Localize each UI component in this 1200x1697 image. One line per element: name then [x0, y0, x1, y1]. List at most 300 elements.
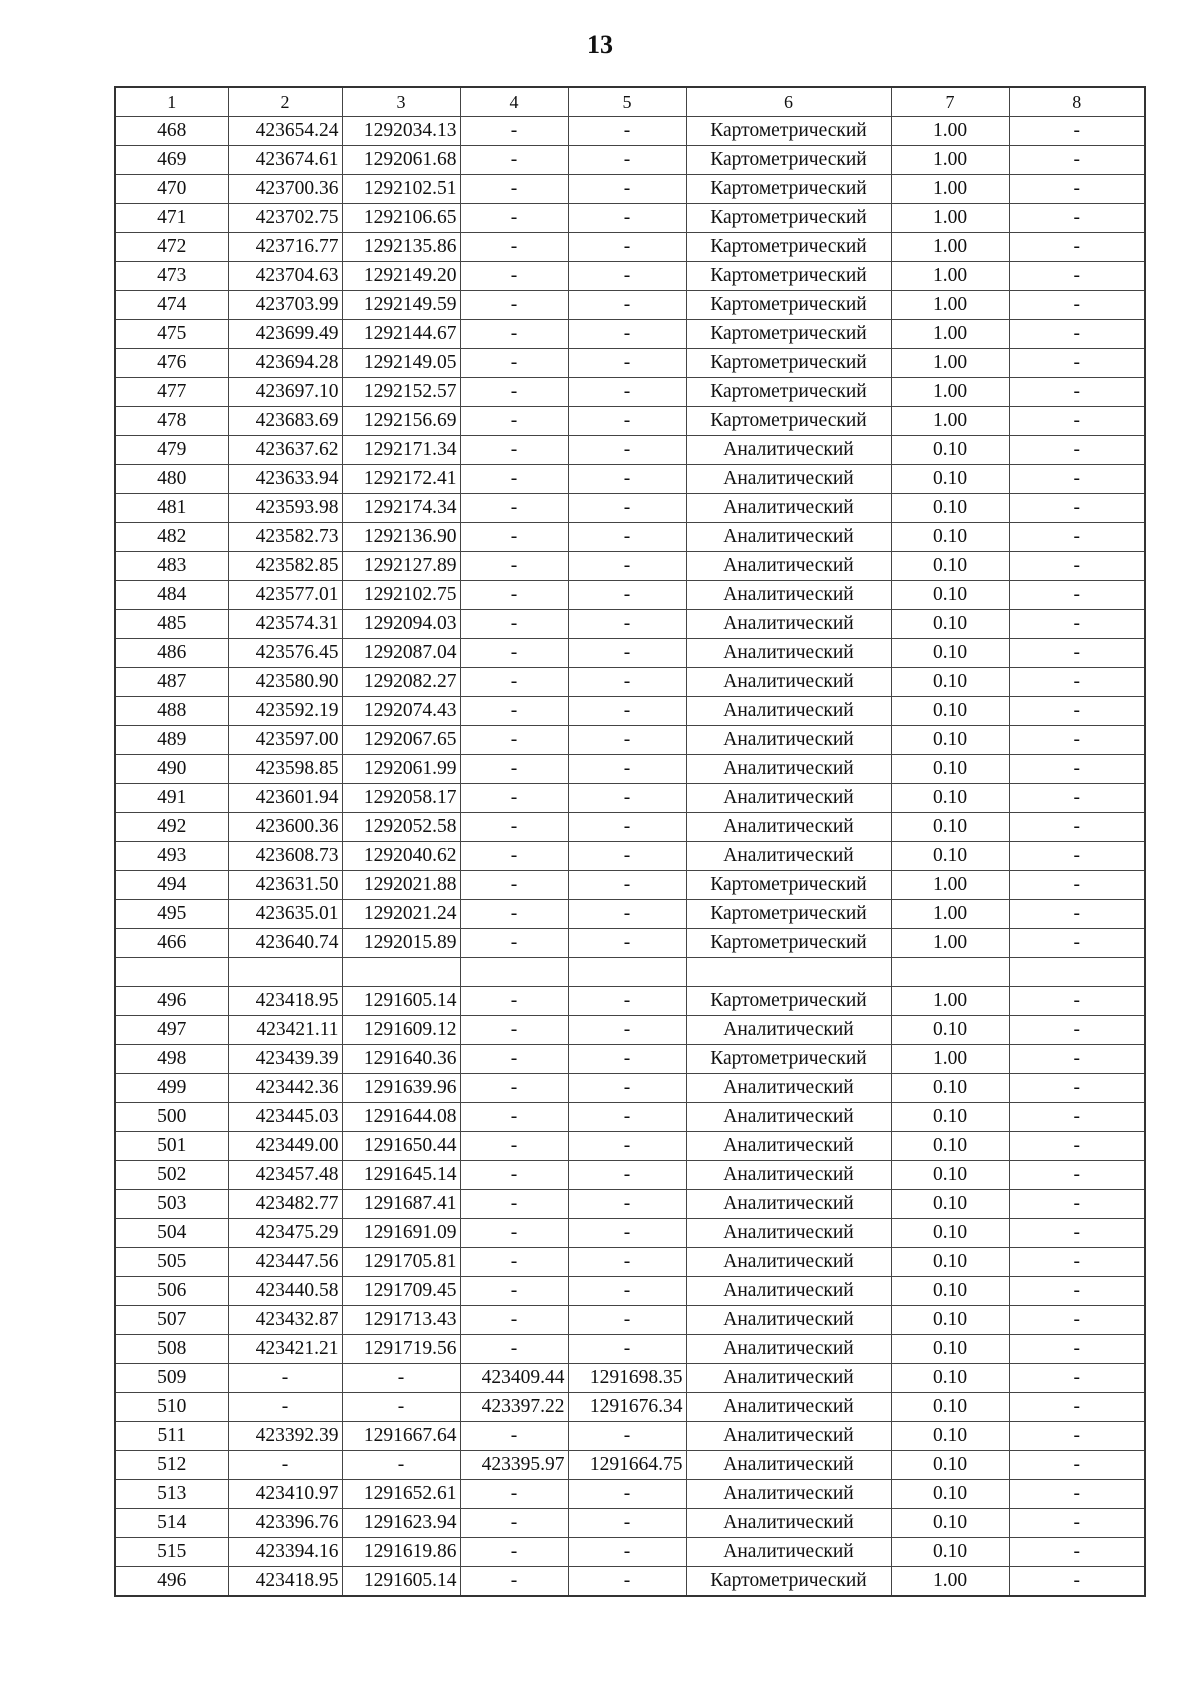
- table-cell-col4: -: [460, 1131, 568, 1160]
- table-cell-col5: -: [568, 1479, 686, 1508]
- coordinates-table: [114, 86, 1146, 1597]
- table-cell-col3: 1292149.05: [342, 349, 460, 378]
- table-row: [115, 175, 1145, 204]
- table-cell-col5: -: [568, 986, 686, 1015]
- table-cell-col7: 0.10: [891, 1508, 1009, 1537]
- table-cell-col6: Аналитический: [686, 1247, 891, 1276]
- table-cell-col5: -: [568, 1305, 686, 1334]
- table-cell-col8: -: [1009, 755, 1145, 784]
- table-row: [115, 320, 1145, 349]
- table-cell-col2: 423457.48: [228, 1160, 342, 1189]
- table-cell-col7: 1.00: [891, 1566, 1009, 1596]
- column-header-5: 5: [568, 87, 686, 117]
- table-row: [115, 407, 1145, 436]
- table-cell-col1: 500: [115, 1102, 228, 1131]
- table-cell-col6: Картометрический: [686, 320, 891, 349]
- table-cell-col8: -: [1009, 1334, 1145, 1363]
- table-cell-col2: 423699.49: [228, 320, 342, 349]
- table-cell-col2: 423635.01: [228, 900, 342, 929]
- table-cell-col1: 478: [115, 407, 228, 436]
- table-cell-col3: 1291652.61: [342, 1479, 460, 1508]
- table-cell-col4: -: [460, 1566, 568, 1596]
- table-cell-col8: -: [1009, 523, 1145, 552]
- table-row: [115, 378, 1145, 407]
- table-cell-col6: Аналитический: [686, 1305, 891, 1334]
- table-row: [115, 813, 1145, 842]
- table-cell-col5: 1291698.35: [568, 1363, 686, 1392]
- table-cell-col8: -: [1009, 1305, 1145, 1334]
- table-cell-col1: 487: [115, 668, 228, 697]
- table-cell-col8: -: [1009, 436, 1145, 465]
- table-cell-col8: -: [1009, 320, 1145, 349]
- table-cell-col2: 423700.36: [228, 175, 342, 204]
- table-cell-col3: 1292156.69: [342, 407, 460, 436]
- table-cell-col3: 1291691.09: [342, 1218, 460, 1247]
- column-header-3: 3: [342, 87, 460, 117]
- table-cell-col2: -: [228, 1392, 342, 1421]
- table-cell-col3: -: [342, 1392, 460, 1421]
- table-cell-col8: -: [1009, 407, 1145, 436]
- table-cell-col2: 423421.21: [228, 1334, 342, 1363]
- table-cell-col6: Аналитический: [686, 610, 891, 639]
- table-cell-col2: 423608.73: [228, 842, 342, 871]
- table-cell-col5: 1291676.34: [568, 1392, 686, 1421]
- table-cell-col2: 423694.28: [228, 349, 342, 378]
- table-cell-col8: -: [1009, 1131, 1145, 1160]
- table-cell-col8: -: [1009, 1537, 1145, 1566]
- table-cell-col1: 466: [115, 929, 228, 958]
- table-cell-col7: 0.10: [891, 1537, 1009, 1566]
- table-row: [115, 1160, 1145, 1189]
- table-cell-col6: Картометрический: [686, 1044, 891, 1073]
- table-cell-col4: -: [460, 146, 568, 175]
- table-row: [115, 1044, 1145, 1073]
- table-cell-col8: -: [1009, 581, 1145, 610]
- table-row: [115, 958, 1145, 987]
- table-cell-col2: 423582.85: [228, 552, 342, 581]
- table-cell-col1: 503: [115, 1189, 228, 1218]
- table-cell-col5: -: [568, 436, 686, 465]
- table-cell-col3: 1292127.89: [342, 552, 460, 581]
- table-cell-col7: [891, 958, 1009, 987]
- table-cell-col7: 0.10: [891, 1160, 1009, 1189]
- table-cell-col4: -: [460, 697, 568, 726]
- table-cell-col7: 0.10: [891, 1218, 1009, 1247]
- table-cell-col4: -: [460, 465, 568, 494]
- table-cell-col2: 423582.73: [228, 523, 342, 552]
- table-cell-col3: 1291619.86: [342, 1537, 460, 1566]
- table-cell-col5: -: [568, 1160, 686, 1189]
- table-cell-col6: Аналитический: [686, 1363, 891, 1392]
- table-cell-col6: Картометрический: [686, 986, 891, 1015]
- table-row: [115, 349, 1145, 378]
- table-cell-col1: 504: [115, 1218, 228, 1247]
- table-cell-col6: Картометрический: [686, 117, 891, 146]
- table-row: [115, 494, 1145, 523]
- table-row: [115, 726, 1145, 755]
- table-cell-col5: -: [568, 1073, 686, 1102]
- table-cell-col4: -: [460, 117, 568, 146]
- table-cell-col6: Картометрический: [686, 871, 891, 900]
- table-row: [115, 1363, 1145, 1392]
- table-cell-col3: 1292106.65: [342, 204, 460, 233]
- table-cell-col7: 1.00: [891, 871, 1009, 900]
- table-cell-col5: -: [568, 117, 686, 146]
- table-cell-col5: -: [568, 1189, 686, 1218]
- table-cell-col1: 484: [115, 581, 228, 610]
- table-row: [115, 1102, 1145, 1131]
- table-cell-col4: -: [460, 291, 568, 320]
- table-cell-col3: 1292021.88: [342, 871, 460, 900]
- table-cell-col7: 0.10: [891, 1015, 1009, 1044]
- table-cell-col4: [460, 958, 568, 987]
- table-cell-col8: -: [1009, 929, 1145, 958]
- table-header-row: [115, 87, 1145, 117]
- table-cell-col1: 485: [115, 610, 228, 639]
- table-cell-col6: Картометрический: [686, 204, 891, 233]
- table-cell-col8: -: [1009, 1189, 1145, 1218]
- table-cell-col6: Аналитический: [686, 1334, 891, 1363]
- table-cell-col4: -: [460, 320, 568, 349]
- table-cell-col5: -: [568, 842, 686, 871]
- table-row: [115, 639, 1145, 668]
- table-cell-col7: 1.00: [891, 986, 1009, 1015]
- table-cell-col4: -: [460, 523, 568, 552]
- table-cell-col1: 493: [115, 842, 228, 871]
- table-cell-col2: 423702.75: [228, 204, 342, 233]
- table-cell-col1: 488: [115, 697, 228, 726]
- table-cell-col8: -: [1009, 1421, 1145, 1450]
- table-cell-col6: Картометрический: [686, 175, 891, 204]
- table-cell-col2: 423600.36: [228, 813, 342, 842]
- table-cell-col4: -: [460, 1276, 568, 1305]
- table-cell-col4: 423409.44: [460, 1363, 568, 1392]
- table-row: [115, 1189, 1145, 1218]
- table-cell-col3: 1291667.64: [342, 1421, 460, 1450]
- table-cell-col6: Картометрический: [686, 1566, 891, 1596]
- table-cell-col3: 1292152.57: [342, 378, 460, 407]
- table-cell-col7: 1.00: [891, 900, 1009, 929]
- table-cell-col4: -: [460, 233, 568, 262]
- table-cell-col2: -: [228, 1450, 342, 1479]
- table-cell-col8: -: [1009, 813, 1145, 842]
- table-cell-col4: -: [460, 1334, 568, 1363]
- table-cell-col3: 1291705.81: [342, 1247, 460, 1276]
- table-cell-col2: 423592.19: [228, 697, 342, 726]
- table-cell-col8: -: [1009, 1160, 1145, 1189]
- table-cell-col3: 1291644.08: [342, 1102, 460, 1131]
- table-cell-col7: 0.10: [891, 610, 1009, 639]
- table-cell-col3: 1291709.45: [342, 1276, 460, 1305]
- table-cell-col4: -: [460, 842, 568, 871]
- table-cell-col5: -: [568, 755, 686, 784]
- table-cell-col7: 0.10: [891, 813, 1009, 842]
- table-row: [115, 871, 1145, 900]
- table-cell-col1: 510: [115, 1392, 228, 1421]
- table-cell-col3: 1292102.75: [342, 581, 460, 610]
- table-cell-col2: 423432.87: [228, 1305, 342, 1334]
- table-row: [115, 1479, 1145, 1508]
- table-cell-col5: -: [568, 1566, 686, 1596]
- table-cell-col3: 1292094.03: [342, 610, 460, 639]
- table-cell-col6: Аналитический: [686, 523, 891, 552]
- table-cell-col7: 0.10: [891, 639, 1009, 668]
- table-cell-col8: -: [1009, 291, 1145, 320]
- table-cell-col7: 0.10: [891, 465, 1009, 494]
- table-cell-col2: 423440.58: [228, 1276, 342, 1305]
- table-cell-col3: 1291650.44: [342, 1131, 460, 1160]
- table-cell-col1: 498: [115, 1044, 228, 1073]
- table-cell-col1: 505: [115, 1247, 228, 1276]
- table-cell-col1: 481: [115, 494, 228, 523]
- table-cell-col4: -: [460, 552, 568, 581]
- table-cell-col5: -: [568, 1218, 686, 1247]
- table-cell-col7: 1.00: [891, 233, 1009, 262]
- table-cell-col7: 0.10: [891, 1450, 1009, 1479]
- table-cell-col2: 423410.97: [228, 1479, 342, 1508]
- table-cell-col6: Аналитический: [686, 842, 891, 871]
- column-header-1: 1: [115, 87, 228, 117]
- table-cell-col6: Картометрический: [686, 233, 891, 262]
- table-cell-col4: -: [460, 1073, 568, 1102]
- table-cell-col6: Аналитический: [686, 1450, 891, 1479]
- table-cell-col5: -: [568, 1044, 686, 1073]
- table-cell-col7: 0.10: [891, 494, 1009, 523]
- table-cell-col4: -: [460, 784, 568, 813]
- table-row: [115, 842, 1145, 871]
- table-cell-col1: 495: [115, 900, 228, 929]
- table-cell-col1: 469: [115, 146, 228, 175]
- table-cell-col2: 423593.98: [228, 494, 342, 523]
- table-cell-col1: 499: [115, 1073, 228, 1102]
- table-cell-col4: -: [460, 1189, 568, 1218]
- table-cell-col7: 0.10: [891, 1334, 1009, 1363]
- table-cell-col2: 423576.45: [228, 639, 342, 668]
- table-cell-col6: Аналитический: [686, 465, 891, 494]
- table-cell-col5: -: [568, 523, 686, 552]
- table-cell-col6: Картометрический: [686, 378, 891, 407]
- table-cell-col2: 423674.61: [228, 146, 342, 175]
- table-cell-col6: Аналитический: [686, 1073, 891, 1102]
- table-cell-col7: 0.10: [891, 697, 1009, 726]
- table-cell-col6: Картометрический: [686, 900, 891, 929]
- table-cell-col7: 0.10: [891, 784, 1009, 813]
- table-row: [115, 610, 1145, 639]
- table-cell-col7: 0.10: [891, 1421, 1009, 1450]
- table-cell-col6: Картометрический: [686, 929, 891, 958]
- table-cell-col1: 468: [115, 117, 228, 146]
- table-cell-col2: 423418.95: [228, 1566, 342, 1596]
- table-cell-col7: 1.00: [891, 146, 1009, 175]
- table-cell-col4: -: [460, 581, 568, 610]
- table-cell-col1: 471: [115, 204, 228, 233]
- table-row: [115, 465, 1145, 494]
- table-cell-col8: -: [1009, 465, 1145, 494]
- table-row: [115, 117, 1145, 146]
- table-row: [115, 1131, 1145, 1160]
- table-cell-col1: 508: [115, 1334, 228, 1363]
- table-cell-col6: Картометрический: [686, 407, 891, 436]
- table-cell-col6: Картометрический: [686, 146, 891, 175]
- table-cell-col2: 423418.95: [228, 986, 342, 1015]
- table-cell-col8: -: [1009, 1247, 1145, 1276]
- table-row: [115, 784, 1145, 813]
- table-cell-col1: 492: [115, 813, 228, 842]
- table-cell-col8: -: [1009, 175, 1145, 204]
- column-header-2: 2: [228, 87, 342, 117]
- table-cell-col8: -: [1009, 349, 1145, 378]
- table-cell-col2: 423394.16: [228, 1537, 342, 1566]
- table-cell-col7: 1.00: [891, 204, 1009, 233]
- column-header-7: 7: [891, 87, 1009, 117]
- table-row: [115, 929, 1145, 958]
- table-cell-col6: [686, 958, 891, 987]
- table-cell-col8: -: [1009, 1015, 1145, 1044]
- table-cell-col4: -: [460, 726, 568, 755]
- table-cell-col2: 423703.99: [228, 291, 342, 320]
- table-row: [115, 1276, 1145, 1305]
- table-cell-col1: 497: [115, 1015, 228, 1044]
- table-cell-col1: 479: [115, 436, 228, 465]
- table-cell-col5: -: [568, 726, 686, 755]
- table-row: [115, 146, 1145, 175]
- table-cell-col4: -: [460, 1102, 568, 1131]
- table-cell-col1: 502: [115, 1160, 228, 1189]
- table-cell-col2: 423447.56: [228, 1247, 342, 1276]
- table-cell-col5: -: [568, 175, 686, 204]
- table-cell-col8: -: [1009, 668, 1145, 697]
- table-cell-col8: -: [1009, 1363, 1145, 1392]
- table-cell-col5: -: [568, 262, 686, 291]
- table-cell-col7: 1.00: [891, 407, 1009, 436]
- table-cell-col5: -: [568, 668, 686, 697]
- table-cell-col2: 423654.24: [228, 117, 342, 146]
- table-cell-col6: Аналитический: [686, 1537, 891, 1566]
- table-cell-col5: -: [568, 813, 686, 842]
- table-cell-col4: -: [460, 871, 568, 900]
- table-row: [115, 755, 1145, 784]
- table-cell-col5: -: [568, 407, 686, 436]
- table-cell-col6: Аналитический: [686, 1421, 891, 1450]
- table-cell-col7: 1.00: [891, 378, 1009, 407]
- table-cell-col1: 491: [115, 784, 228, 813]
- table-cell-col8: -: [1009, 1044, 1145, 1073]
- table-cell-col2: 423442.36: [228, 1073, 342, 1102]
- table-cell-col1: 513: [115, 1479, 228, 1508]
- table-cell-col4: -: [460, 1160, 568, 1189]
- column-header-6: 6: [686, 87, 891, 117]
- table-row: [115, 1566, 1145, 1596]
- table-cell-col2: [228, 958, 342, 987]
- table-cell-col2: 423631.50: [228, 871, 342, 900]
- table-cell-col5: -: [568, 291, 686, 320]
- table-cell-col4: -: [460, 204, 568, 233]
- table-cell-col2: 423633.94: [228, 465, 342, 494]
- table-cell-col5: -: [568, 1421, 686, 1450]
- table-row: [115, 1450, 1145, 1479]
- table-cell-col1: 470: [115, 175, 228, 204]
- table-cell-col3: 1292040.62: [342, 842, 460, 871]
- table-cell-col3: 1292171.34: [342, 436, 460, 465]
- table-cell-col4: -: [460, 349, 568, 378]
- table-cell-col3: 1291623.94: [342, 1508, 460, 1537]
- table-cell-col8: -: [1009, 552, 1145, 581]
- table-cell-col2: 423597.00: [228, 726, 342, 755]
- table-cell-col3: 1291639.96: [342, 1073, 460, 1102]
- table-cell-col3: -: [342, 1450, 460, 1479]
- table-row: [115, 1247, 1145, 1276]
- table-cell-col5: -: [568, 233, 686, 262]
- table-cell-col4: -: [460, 668, 568, 697]
- table-cell-col7: 0.10: [891, 1363, 1009, 1392]
- table-cell-col2: 423697.10: [228, 378, 342, 407]
- table-cell-col4: -: [460, 986, 568, 1015]
- table-cell-col4: -: [460, 494, 568, 523]
- table-row: [115, 1015, 1145, 1044]
- table-cell-col5: -: [568, 1334, 686, 1363]
- table-row: [115, 581, 1145, 610]
- table-cell-col1: 476: [115, 349, 228, 378]
- table-cell-col8: -: [1009, 1218, 1145, 1247]
- table-cell-col7: 0.10: [891, 1276, 1009, 1305]
- table-cell-col2: 423598.85: [228, 755, 342, 784]
- table-cell-col1: 474: [115, 291, 228, 320]
- table-cell-col6: Аналитический: [686, 639, 891, 668]
- table-cell-col4: -: [460, 407, 568, 436]
- table-cell-col4: 423397.22: [460, 1392, 568, 1421]
- column-header-4: 4: [460, 87, 568, 117]
- table-cell-col6: Картометрический: [686, 349, 891, 378]
- table-row: [115, 291, 1145, 320]
- table-cell-col6: Аналитический: [686, 1189, 891, 1218]
- table-row: [115, 1334, 1145, 1363]
- table-cell-col3: 1291719.56: [342, 1334, 460, 1363]
- table-cell-col5: -: [568, 1508, 686, 1537]
- table-cell-col1: 475: [115, 320, 228, 349]
- table-cell-col2: 423704.63: [228, 262, 342, 291]
- table-cell-col1: 472: [115, 233, 228, 262]
- table-cell-col2: 423396.76: [228, 1508, 342, 1537]
- table-cell-col1: [115, 958, 228, 987]
- table-cell-col1: 486: [115, 639, 228, 668]
- table-cell-col2: 423640.74: [228, 929, 342, 958]
- table-row: [115, 233, 1145, 262]
- table-row: [115, 697, 1145, 726]
- table-cell-col8: -: [1009, 610, 1145, 639]
- table-cell-col5: -: [568, 784, 686, 813]
- table-cell-col3: [342, 958, 460, 987]
- table-cell-col3: 1292061.68: [342, 146, 460, 175]
- table-cell-col7: 0.10: [891, 1131, 1009, 1160]
- table-row: [115, 986, 1145, 1015]
- table-cell-col8: -: [1009, 1276, 1145, 1305]
- table-cell-col1: 515: [115, 1537, 228, 1566]
- table-cell-col7: 0.10: [891, 581, 1009, 610]
- table-cell-col5: -: [568, 1131, 686, 1160]
- table-row: [115, 1392, 1145, 1421]
- table-cell-col5: -: [568, 320, 686, 349]
- table-cell-col1: 512: [115, 1450, 228, 1479]
- table-cell-col4: -: [460, 929, 568, 958]
- table-row: [115, 1073, 1145, 1102]
- table-cell-col8: -: [1009, 1392, 1145, 1421]
- table-cell-col5: -: [568, 610, 686, 639]
- table-cell-col8: -: [1009, 842, 1145, 871]
- table-cell-col7: 0.10: [891, 1392, 1009, 1421]
- table-cell-col1: 494: [115, 871, 228, 900]
- table-cell-col7: 0.10: [891, 523, 1009, 552]
- table-cell-col5: -: [568, 1537, 686, 1566]
